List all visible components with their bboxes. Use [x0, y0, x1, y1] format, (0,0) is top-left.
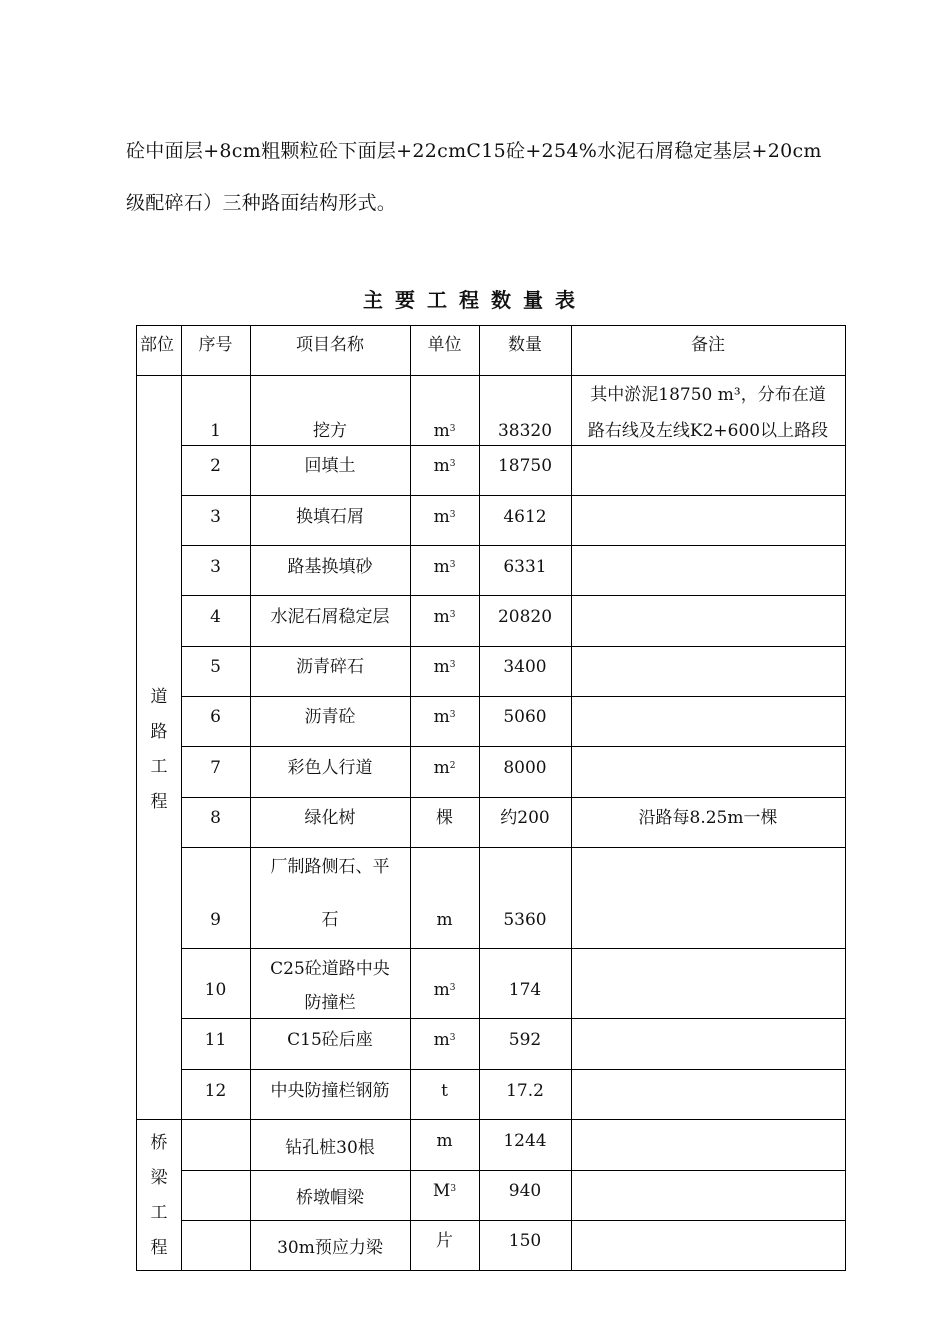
- row-name: 路基换填砂: [287, 557, 373, 577]
- row-name: 防撞栏: [304, 993, 356, 1013]
- row-seq: 5: [210, 657, 221, 677]
- row-qty: 5360: [503, 910, 547, 930]
- row-name: 水泥石屑稳定层: [270, 607, 390, 627]
- row-name: 彩色人行道: [287, 758, 373, 778]
- row-seq: 3: [210, 507, 221, 527]
- row-name: 回填土: [304, 456, 356, 476]
- row-unit: $m^2$: [433, 758, 456, 778]
- row-name: 绿化树: [304, 808, 356, 828]
- row-qty: 174: [508, 980, 542, 1000]
- row-unit: 片: [436, 1231, 453, 1251]
- paragraph-line-1: 砼中面层+8cm粗颗粒砼下面层+22cmC15砼+254%水泥石屑稳定基层+20cm: [126, 140, 822, 162]
- row-qty: 约200: [500, 808, 550, 828]
- header-qty: 数量: [508, 335, 542, 355]
- section-bridge: 桥 梁 工 程: [150, 1133, 168, 1258]
- row-seq: 10: [204, 980, 227, 1000]
- row-seq: 3: [210, 557, 221, 577]
- row-unit: $m^3$: [433, 557, 456, 577]
- row-qty: 20820: [497, 607, 553, 627]
- table-title: 主要工程数量表: [363, 288, 587, 312]
- row-unit: $M^3$: [432, 1181, 457, 1201]
- row-name: 沥青碎石: [296, 657, 364, 677]
- row-remark: 沿路每8.25m一棵: [638, 808, 778, 828]
- row-qty: 8000: [503, 758, 547, 778]
- row-name: C25砼道路中央: [270, 959, 390, 979]
- row-unit: t: [441, 1081, 448, 1101]
- header-seq: 序号: [198, 335, 233, 355]
- row-unit: $m^3$: [433, 507, 456, 527]
- row-qty: 38320: [497, 421, 553, 441]
- row-name: 桥墩帽梁: [296, 1188, 364, 1208]
- section-road: 道 路 工 程: [150, 687, 168, 812]
- header-remark: 备注: [691, 335, 725, 355]
- row-name: 30m预应力梁: [277, 1238, 383, 1258]
- row-unit: $m^3$: [433, 657, 456, 677]
- row-name: 换填石屑: [296, 507, 364, 527]
- row-unit: m: [436, 910, 453, 930]
- row-seq: 8: [210, 808, 221, 828]
- paragraph-line-2: 级配碎石）三种路面结构形式。: [126, 192, 397, 214]
- row-seq: 11: [204, 1030, 227, 1050]
- row-unit: $m^3$: [433, 421, 456, 441]
- row-remark: 其中淤泥18750 m³，分布在道: [590, 385, 826, 405]
- row-qty: 17.2: [506, 1081, 544, 1101]
- row-unit: 棵: [436, 808, 453, 828]
- row-name: 厂制路侧石、平: [270, 857, 390, 877]
- row-name: 挖方: [313, 421, 347, 441]
- header-name: 项目名称: [296, 335, 364, 355]
- header-part: 部位: [140, 335, 174, 355]
- row-unit: $m^3$: [433, 980, 456, 1000]
- row-seq: 4: [210, 607, 221, 627]
- row-unit: m: [436, 1131, 453, 1151]
- row-unit: $m^3$: [433, 1030, 456, 1050]
- row-qty: 150: [508, 1231, 542, 1251]
- row-name: 沥青砼: [304, 707, 356, 727]
- row-name: 钻孔桩30根: [285, 1138, 375, 1158]
- row-qty: 592: [508, 1030, 542, 1050]
- row-qty: 4612: [503, 507, 547, 527]
- row-seq: 2: [210, 456, 221, 476]
- row-remark: 路右线及左线K2+600以上路段: [587, 421, 829, 441]
- row-unit: $m^3$: [433, 707, 456, 727]
- row-qty: 940: [508, 1181, 542, 1201]
- row-name: 中央防撞栏钢筋: [270, 1081, 390, 1101]
- row-unit: $m^3$: [433, 607, 456, 627]
- row-qty: 5060: [503, 707, 547, 727]
- row-name: 石: [321, 910, 339, 930]
- header-unit: 单位: [427, 335, 462, 355]
- row-unit: $m^3$: [433, 456, 456, 476]
- row-qty: 3400: [503, 657, 547, 677]
- row-seq: 9: [210, 910, 221, 930]
- row-seq: 12: [204, 1081, 227, 1101]
- row-qty: 1244: [503, 1131, 547, 1151]
- row-seq: 6: [210, 707, 221, 727]
- row-seq: 1: [210, 421, 221, 441]
- row-qty: 18750: [497, 456, 553, 476]
- row-qty: 6331: [503, 557, 547, 577]
- row-seq: 7: [210, 758, 221, 778]
- row-name: C15砼后座: [287, 1030, 373, 1050]
